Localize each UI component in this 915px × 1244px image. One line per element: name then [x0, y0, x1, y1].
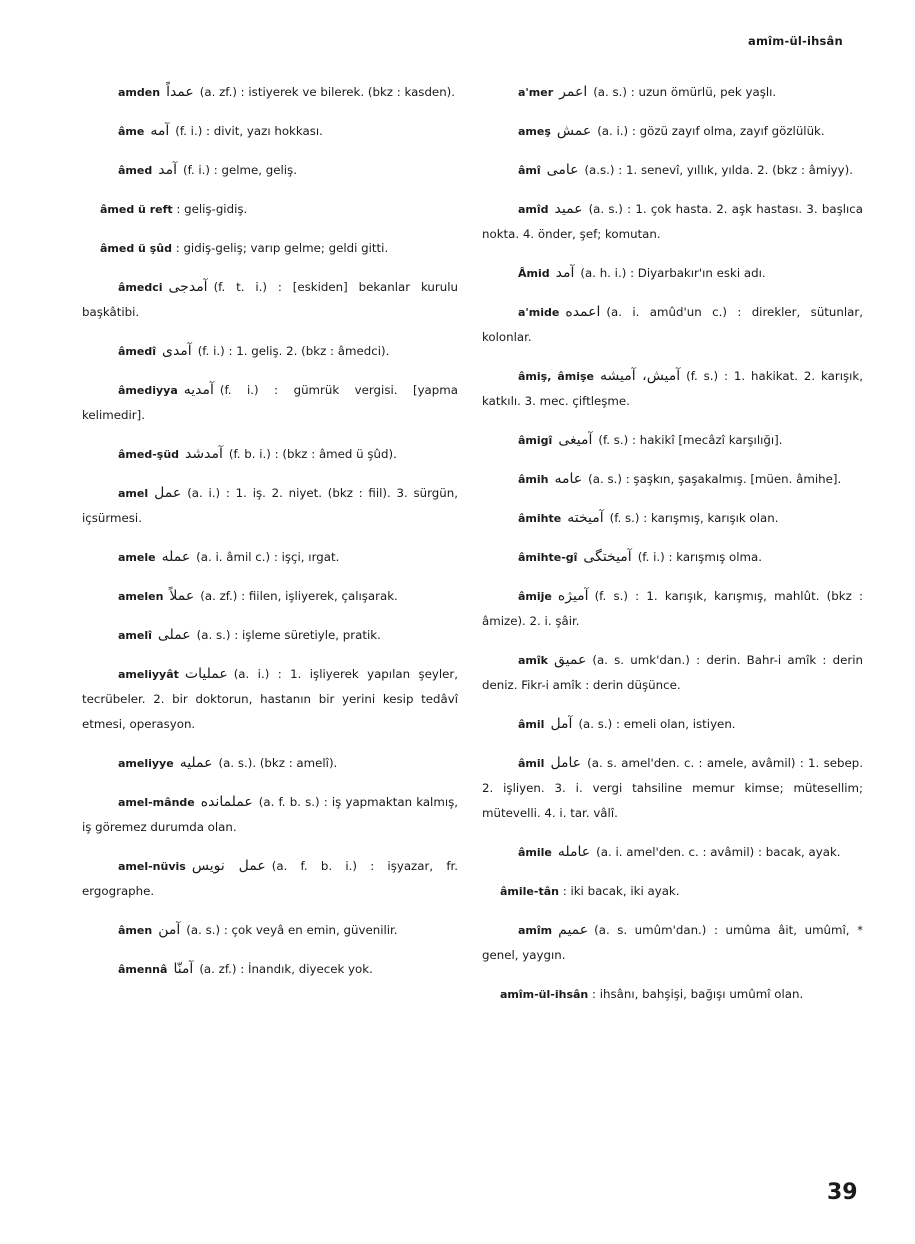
dictionary-entry [482, 197, 863, 247]
definition: (f. s.) : 1. hakikat. 2. karışık, katkılı. 3. mec. çiftleşme. [482, 369, 863, 408]
dictionary-entry [82, 662, 458, 737]
definition: (a. i.) : gözü zayıf olma, zayıf gözlülük. [597, 124, 825, 138]
definition: (a. s.) : emeli olan, istiyen. [578, 717, 736, 731]
arabic-script: آمیغی [558, 432, 593, 448]
headword: âmî [518, 164, 541, 177]
definition: (a. i. âmil c.) : işçi, ırgat. [196, 550, 340, 564]
headword: âmed-şüd [118, 448, 180, 461]
definition: (a. f. b. i.) : işyazar, fr. ergographe. [82, 859, 458, 898]
headword: âmil [518, 757, 545, 770]
definition: (f. s.) : karışmış, karışık olan. [609, 511, 779, 525]
arabic-script: عمیق [553, 652, 587, 668]
right-column [482, 80, 863, 1021]
headword: âmigî [518, 434, 553, 447]
arabic-script: اعمده [565, 304, 601, 320]
arabic-script: آمیخته [567, 510, 604, 526]
arabic-script: آمیش، آمیشه [600, 368, 681, 384]
dictionary-entry [82, 197, 458, 222]
dictionary-entry [82, 545, 458, 570]
dictionary-entry [82, 623, 458, 648]
headword: âmihte [518, 512, 562, 525]
headword: a'mide [518, 306, 560, 319]
definition: (f. i.) : 1. geliş. 2. (bkz : âmedci). [197, 344, 390, 358]
definition: (a. s.) : 1. çok hasta. 2. aşk hastası. 3. başlıca nokta. 4. önder, şef; komutan. [482, 202, 863, 241]
headword: âmile-tân [500, 885, 559, 898]
arabic-script: عملیات [184, 666, 228, 682]
definition: (a. s.) : çok veyâ en emin, güvenilir. [186, 923, 398, 937]
dictionary-entry [82, 236, 458, 261]
arabic-script: عمش [556, 123, 592, 139]
headword: ameliyye [118, 757, 174, 770]
definition: (a. f. b. s.) : iş yapmaktan kalmış, iş göremez durumda olan. [82, 795, 458, 834]
headword: âmen [118, 924, 153, 937]
headword: âmiş, âmişe [518, 370, 594, 383]
dictionary-entry [82, 584, 458, 609]
definition: (a. i. amûd'un c.) : direkler, sütunlar, kolonlar. [482, 305, 863, 344]
headword: âmihte-gî [518, 551, 578, 564]
definition: (a. s.). (bkz : amelî). [218, 756, 338, 770]
left-column [82, 80, 458, 996]
dictionary-entry [482, 712, 863, 737]
dictionary-entry [482, 300, 863, 350]
headword: amele [118, 551, 156, 564]
definition: (f. i.) : gelme, geliş. [182, 163, 297, 177]
headword: ameş [518, 125, 551, 138]
definition: (a. zf.) : fiilen, işliyerek, çalışarak. [200, 589, 398, 603]
dictionary-entry [482, 506, 863, 531]
arabic-script: آمد [158, 162, 177, 178]
headword: âmedî [118, 345, 156, 358]
dictionary-entry [82, 442, 458, 467]
dictionary-entry [482, 648, 863, 698]
dictionary-entry [482, 364, 863, 414]
dictionary-entry [482, 840, 863, 865]
dictionary-entry [482, 545, 863, 570]
dictionary-entry [482, 119, 863, 144]
arabic-script: آمنّا [173, 961, 194, 977]
dictionary-entry [482, 982, 863, 1007]
definition: (a.s.) : 1. senevî, yıllık, yılda. 2. (bkz : âmiyy). [584, 163, 853, 177]
headword: âmile [518, 846, 552, 859]
dictionary-entry [82, 339, 458, 364]
definition: (f. i.) : gümrük vergisi. [yapma kelimedir]. [82, 383, 458, 422]
headword: âme [118, 125, 145, 138]
definition: (f. t. i.) : [eskiden] bekanlar kurulu başkâtibi. [82, 280, 458, 319]
definition: : iki bacak, iki ayak. [562, 884, 680, 898]
headword: âmije [518, 590, 552, 603]
headword: âmed ü reft [100, 203, 173, 216]
dictionary-entry [82, 854, 458, 904]
definition: (f. s.) : hakikî [mecâzî karşılığı]. [598, 433, 783, 447]
headword: âmediyya [118, 384, 178, 397]
definition: (f. i.) : divit, yazı hokkası. [175, 124, 323, 138]
definition: (a. i. amel'den. c. : avâmil) : bacak, ayak. [596, 845, 841, 859]
headword: amel [118, 487, 149, 500]
arabic-script: عمل نویس [191, 858, 266, 874]
definition: (a. s.) : işleme süretiyle, pratik. [196, 628, 381, 642]
headword: amel-mânde [118, 796, 195, 809]
arabic-script: آمیژه [557, 588, 589, 604]
arabic-script: آمدیه [183, 382, 214, 398]
headword: amelen [118, 590, 164, 603]
headword: âmedci [118, 281, 163, 294]
arabic-script: عامله [557, 844, 591, 860]
dictionary-entry [82, 378, 458, 428]
arabic-script: عامی [546, 162, 579, 178]
dictionary-entry [482, 80, 863, 105]
headword: âmennâ [118, 963, 168, 976]
dictionary-entry [82, 158, 458, 183]
arabic-script: آمدجی [168, 279, 208, 295]
page-number: 39 [827, 1180, 858, 1205]
definition: (f. b. i.) : (bkz : âmed ü şûd). [228, 447, 397, 461]
dictionary-entry [482, 467, 863, 492]
headword: amîm [518, 924, 553, 937]
arabic-script: عملیه [179, 755, 213, 771]
dictionary-entry [482, 428, 863, 453]
headword: amelî [118, 629, 152, 642]
arabic-script: عامه [554, 471, 583, 487]
definition: (a. i.) : 1. işliyerek yapılan şeyler, tecrübeler. 2. bir doktorun, hastanın bir yerini kesip tedâvî etmesi, operasyon. [82, 667, 458, 731]
arabic-script: عمیم [558, 922, 589, 938]
definition: (a. s. umk'dan.) : derin. Bahr-i amîk : derin deniz. Fikr-i amîk : derin düşünce. [482, 653, 863, 692]
definition: (a. s. umûm'dan.) : umûma âit, umûmî, * genel, yaygın. [482, 923, 863, 962]
arabic-script: آمن [158, 922, 181, 938]
headword: âmed [118, 164, 153, 177]
arabic-script: آمدشد [185, 446, 223, 462]
headword: âmed ü şûd [100, 242, 172, 255]
headword: âmil [518, 718, 545, 731]
arabic-script: آمدی [162, 343, 192, 359]
arabic-script: آمه [150, 123, 170, 139]
definition: : gidiş-geliş; varıp gelme; geldi gitti. [175, 241, 389, 255]
headword: amden [118, 86, 161, 99]
dictionary-entry [482, 918, 863, 968]
dictionary-entry [482, 158, 863, 183]
definition: : ihsânı, bahşişi, bağışı umûmî olan. [592, 987, 804, 1001]
running-head: amîm-ül-ihsân [748, 34, 843, 48]
headword: Âmid [518, 267, 550, 280]
dictionary-entry [82, 80, 458, 105]
headword: amel-nüvis [118, 860, 186, 873]
dictionary-entry [82, 790, 458, 840]
headword: a'mer [518, 86, 554, 99]
arabic-script: آمیختگی [583, 549, 632, 565]
dictionary-entry [82, 275, 458, 325]
definition: (a. s.) : uzun ömürlü, pek yaşlı. [593, 85, 777, 99]
arabic-script: عمل [154, 485, 182, 501]
definition: (a. h. i.) : Diyarbakır'ın eski adı. [580, 266, 766, 280]
dictionary-entry [82, 918, 458, 943]
dictionary-entry [482, 261, 863, 286]
headword: âmih [518, 473, 549, 486]
definition: (a. zf.) : istiyerek ve bilerek. (bkz : kasden). [199, 85, 456, 99]
arabic-script: عمداً [166, 84, 194, 100]
headword: amîk [518, 654, 548, 667]
definition: (a. s.) : şaşkın, şaşakalmış. [müen. âmihe]. [588, 472, 842, 486]
definition: : geliş-gidiş. [176, 202, 248, 216]
headword: amîm-ül-ihsân [500, 988, 589, 1001]
arabic-script: عملاً [169, 588, 195, 604]
dictionary-entry [82, 481, 458, 531]
headword: ameliyyât [118, 668, 179, 681]
definition: (a. zf.) : İnandık, diyecek yok. [199, 962, 373, 976]
arabic-script: آمد [555, 265, 575, 281]
definition: (f. i.) : karışmış olma. [637, 550, 762, 564]
dictionary-entry [82, 751, 458, 776]
arabic-script: عملمانده [200, 794, 253, 810]
dictionary-entry [482, 584, 863, 634]
dictionary-entry [482, 879, 863, 904]
arabic-script: عمله [161, 549, 191, 565]
definition: (a. i.) : 1. iş. 2. niyet. (bkz : fiil). 3. sürgün, içsürmesi. [82, 486, 458, 525]
headword: amîd [518, 203, 549, 216]
definition: (f. s.) : 1. karışık, karışmış, mahlût. (bkz : âmize). 2. i. şâir. [482, 589, 863, 628]
arabic-script: عمید [554, 201, 583, 217]
dictionary-entry [82, 957, 458, 982]
arabic-script: آمل [550, 716, 573, 732]
dictionary-entry [82, 119, 458, 144]
dictionary-entry [482, 751, 863, 826]
definition: (a. s. amel'den. c. : amele, avâmil) : 1. sebep. 2. işliyen. 3. i. vergi tahsiline memur kimse; mütesellim; mütevelli. 4. i. tar. vâlî. [482, 756, 863, 820]
arabic-script: عامل [550, 755, 582, 771]
arabic-script: اعمر [559, 84, 588, 100]
arabic-script: عملی [157, 627, 191, 643]
